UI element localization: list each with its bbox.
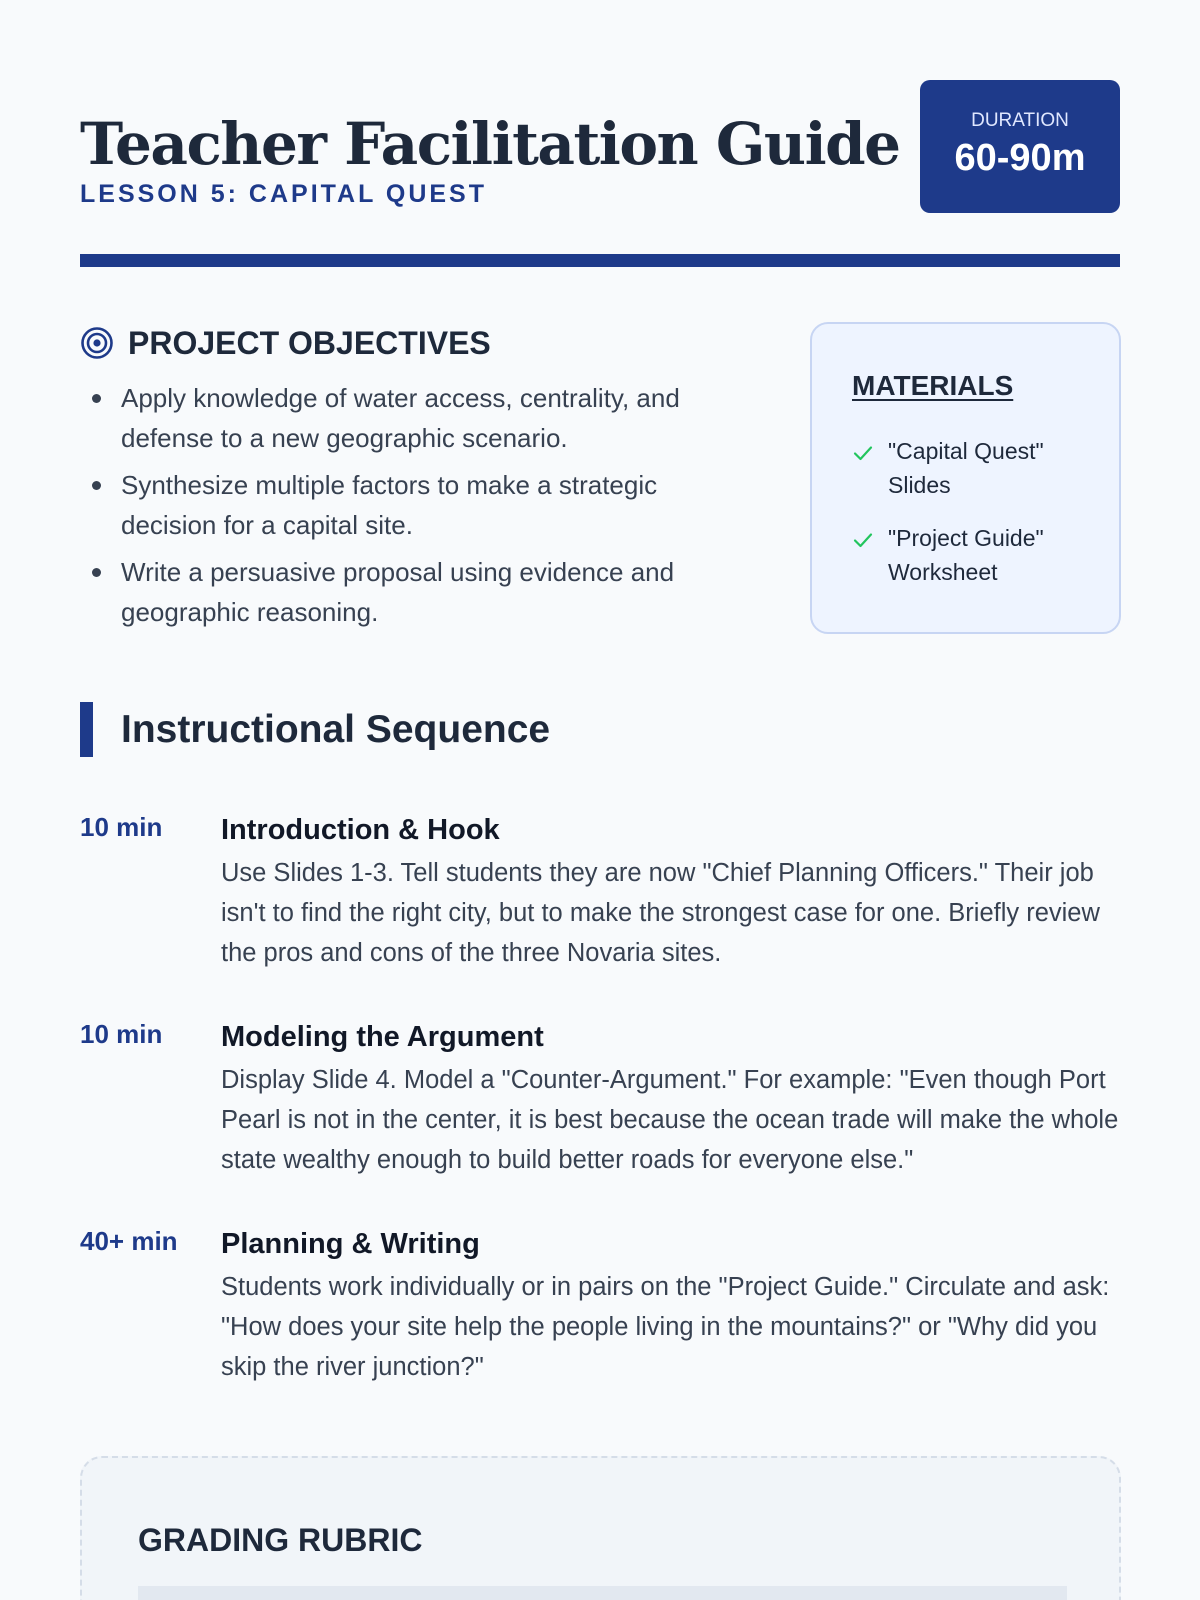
step-description: Use Slides 1-3. Tell students they are now "Chief Planning Officers." Their job isn't to find the right city, but to make the strongest case for one. Briefly review the pros and cons of the three Novaria sites. [221,859,1100,967]
material-label: "Capital Quest" Slides [888,438,1044,498]
duration-label: DURATION [971,110,1069,131]
objectives-section [80,322,720,639]
objective-item: Apply knowledge of water access, centrality, and defense to a new geographic scenario. [80,378,720,458]
target-icon [80,326,114,360]
step-description: Students work individually or in pairs on the "Project Guide." Circulate and ask: "How does your site help the people living in the mountains?" or "Why did you skip the river junction?" [221,1273,1110,1381]
objective-item: Write a persuasive proposal using evidence and geographic reasoning. [80,552,720,632]
header [80,80,1120,215]
lesson-subtitle: LESSON 5: CAPITAL QUEST [80,180,488,208]
material-item [852,434,1092,502]
duration-value: 60-90m [954,137,1086,179]
materials-heading: MATERIALS [852,370,1014,401]
rubric-heading: GRADING RUBRIC [138,1522,423,1558]
step-title: Modeling the Argument [221,1021,544,1053]
objectives-heading-text: PROJECT OBJECTIVES [128,324,491,361]
check-icon [852,442,874,464]
step-body [221,1226,1121,1387]
duration-badge [920,80,1120,213]
step-title: Introduction & Hook [221,814,500,846]
sequence-accent-bar [80,702,93,757]
materials-card [810,322,1121,634]
step-description: Display Slide 4. Model a "Counter-Argument." For example: "Even though Port Pearl is not in the center, it is best because the ocean trade will make the whole state wealthy enough to build better roads for everyone else." [221,1066,1119,1174]
rubric-table-header [138,1586,1067,1600]
step-time: 10 min [80,1019,163,1049]
materials-list [852,434,1092,608]
step-title: Planning & Writing [221,1228,480,1260]
objectives-list [80,378,720,632]
step-time: 10 min [80,812,163,842]
step-time: 40+ min [80,1226,178,1256]
material-label: "Project Guide" Worksheet [888,525,1044,585]
header-divider [80,254,1120,267]
step-body [221,812,1121,973]
check-icon [852,529,874,551]
objectives-heading [80,322,720,364]
grading-rubric-section [80,1456,1121,1600]
step-body [221,1019,1121,1180]
objective-item: Synthesize multiple factors to make a strategic decision for a capital site. [80,465,720,545]
material-item [852,521,1092,589]
sequence-heading [80,702,550,757]
page-title: Teacher Facilitation Guide [80,110,900,178]
sequence-heading-text: Instructional Sequence [121,707,551,751]
